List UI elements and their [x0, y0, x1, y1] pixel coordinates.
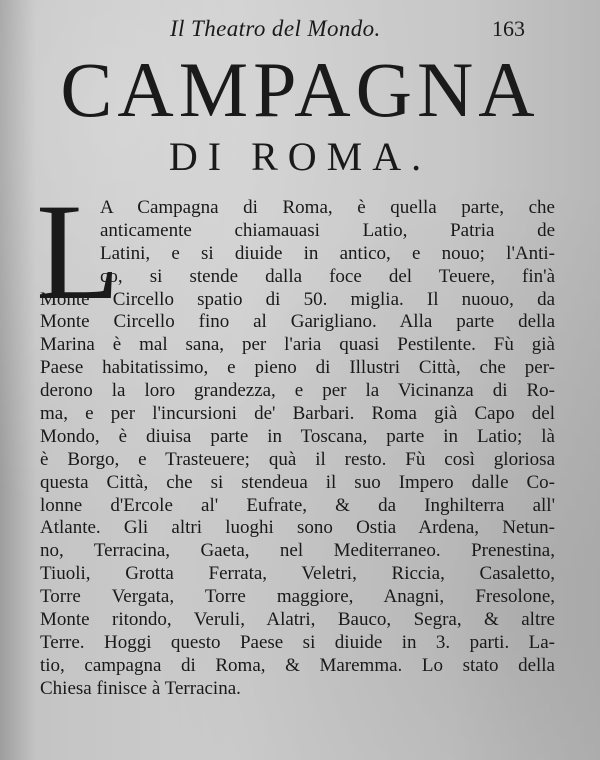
body-text — [40, 197, 555, 701]
text-line: Paese habitatissimo, e pieno di Illustri Città, che per- — [40, 357, 555, 379]
text-line: Marina è mal sana, per l'aria quasi Pestilente. Fù già — [40, 334, 555, 356]
text-line: questa Città, che si stendeua il suo Impero dalle Co- — [40, 471, 555, 493]
running-title: Il Theatro del Mondo. — [170, 16, 381, 41]
text-line: co, si stende dalla foce del Teuere, fin'à — [100, 265, 555, 287]
text-line: derono la loro grandezza, e per la Vicinanza di Ro- — [40, 380, 555, 402]
text-line: Tiuoli, Grotta Ferrata, Veletri, Riccia, Casaletto, — [40, 563, 555, 585]
drop-cap: L — [36, 175, 121, 328]
text-line: Terre. Hoggi questo Paese si diuide in 3. parti. La- — [40, 631, 555, 653]
page-header — [0, 12, 600, 40]
text-line: ma, e per l'incursioni de' Barbari. Roma già Capo del — [40, 403, 555, 425]
text-line: Monte Circello spatio di 50. miglia. Il nuouo, da — [40, 288, 555, 310]
chapter-title: CAMPAGNA — [60, 46, 540, 133]
page-number: 163 — [492, 16, 525, 41]
chapter-subtitle: DI ROMA. — [168, 134, 432, 179]
text-line: tio, campagna di Roma, & Maremma. Lo stato della — [40, 654, 555, 676]
text-line: lonne d'Ercole al' Eufrate, & da Inghilterra all' — [40, 494, 555, 516]
text-line: Monte Circello fino al Garigliano. Alla parte della — [40, 311, 555, 333]
text-line: Chiesa finisce à Terracina. — [40, 677, 241, 699]
text-line: Atlante. Gli altri luoghi sono Ostia Ardena, Netun- — [40, 517, 555, 539]
text-line: Latini, e si diuide in antico, e nouo; l'Anti- — [100, 242, 555, 264]
text-line: Monte ritondo, Veruli, Alatri, Bauco, Segra, & altre — [40, 609, 555, 631]
text-line: Torre Vergata, Torre maggiore, Anagni, Fresolone, — [40, 586, 555, 608]
text-line: Mondo, è diuisa parte in Toscana, parte in Latio; là — [40, 425, 555, 447]
text-line: anticamente chiamauasi Latio, Patria de — [100, 219, 555, 241]
text-line: no, Terracina, Gaeta, nel Mediterraneo. Prenestina, — [40, 540, 555, 562]
text-line: A Campagna di Roma, è quella parte, che — [100, 197, 555, 218]
text-line: è Borgo, e Trasteuere; quà il resto. Fù così gloriosa — [40, 448, 555, 470]
